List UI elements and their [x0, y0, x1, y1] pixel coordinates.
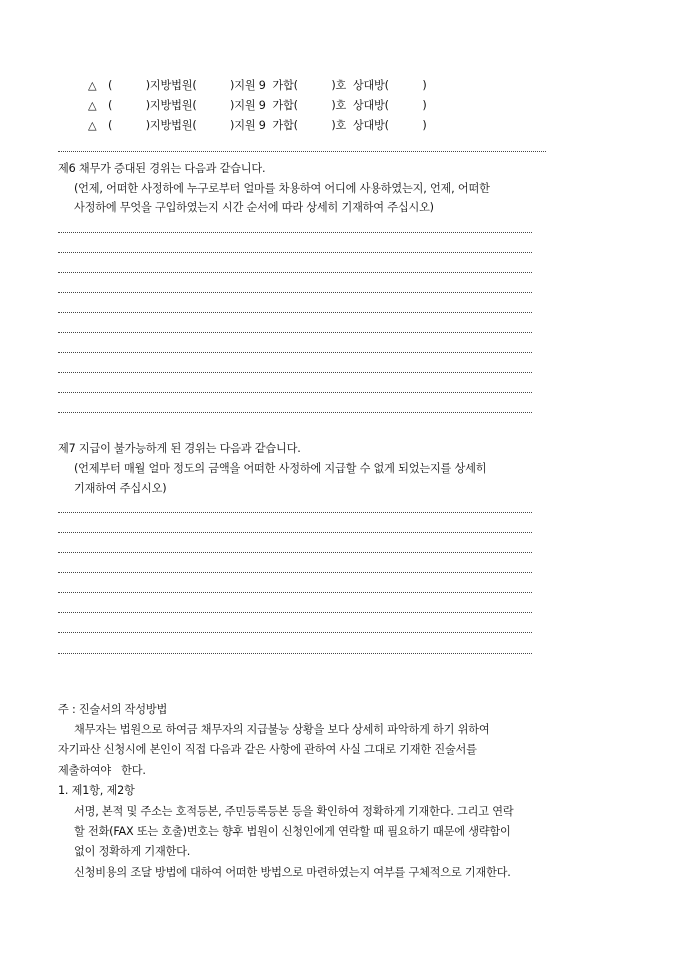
notes-intro: 제출하여야 한다.	[58, 764, 146, 777]
notes-item1-text: 할 전화(FAX 또는 호출)번호는 향후 법원이 신청인에게 연락할 때 필요하기 때문에 생략함이	[74, 825, 511, 838]
answer-line[interactable]	[58, 312, 532, 313]
answer-line[interactable]	[58, 552, 532, 553]
section7-instruction: 기재하여 주십시오)	[74, 482, 167, 495]
court-row-mark: △	[88, 119, 97, 132]
answer-line[interactable]	[58, 332, 532, 333]
section6-title: 제6 채무가 증대된 경위는 다음과 같습니다.	[58, 162, 266, 175]
answer-line[interactable]	[58, 512, 532, 513]
court-row-text: ( )지방법원( )지원 9 가합( )호 상대방( )	[108, 79, 427, 92]
notes-heading: 주 : 진술서의 작성방법	[58, 703, 168, 716]
dotted-divider	[58, 151, 546, 152]
answer-line[interactable]	[58, 352, 532, 353]
answer-line[interactable]	[58, 292, 532, 293]
answer-line[interactable]	[58, 632, 532, 633]
answer-line[interactable]	[58, 232, 532, 233]
notes-intro: 자기파산 신청시에 본인이 직접 다음과 같은 사항에 관하여 사실 그대로 기재한 진술서를	[58, 743, 477, 756]
section6-instruction: 사정하에 무엇을 구입하였는지 시간 순서에 따라 상세히 기재하여 주십시오)	[74, 201, 434, 214]
answer-line[interactable]	[58, 532, 532, 533]
notes-item1-title: 1. 제1항, 제2항	[58, 784, 135, 797]
answer-line[interactable]	[58, 372, 532, 373]
court-row-text: ( )지방법원( )지원 9 가합( )호 상대방( )	[108, 119, 427, 132]
section7-title: 제7 지급이 불가능하게 된 경위는 다음과 같습니다.	[58, 442, 301, 455]
answer-line[interactable]	[58, 272, 532, 273]
answer-line[interactable]	[58, 612, 532, 613]
court-row-text: ( )지방법원( )지원 9 가합( )호 상대방( )	[108, 99, 427, 112]
answer-line[interactable]	[58, 392, 532, 393]
notes-item1-text: 신청비용의 조달 방법에 대하여 어떠한 방법으로 마련하였는지 여부를 구체적으로 기재한다.	[74, 866, 511, 879]
answer-line[interactable]	[58, 412, 532, 413]
answer-line[interactable]	[58, 653, 532, 654]
notes-item1-text: 없이 정확하게 기재한다.	[74, 845, 191, 858]
answer-line[interactable]	[58, 252, 532, 253]
court-row-mark: △	[88, 79, 97, 92]
court-row-mark: △	[88, 99, 97, 112]
notes-intro: 채무자는 법원으로 하여금 채무자의 지급불능 상황을 보다 상세히 파악하게 하기 위하여	[74, 723, 490, 736]
section7-instruction: (언제부터 매월 얼마 정도의 금액을 어떠한 사정하에 지급할 수 없게 되었는지를 상세히	[74, 462, 487, 475]
answer-line[interactable]	[58, 592, 532, 593]
answer-line[interactable]	[58, 572, 532, 573]
notes-item1-text: 서명, 본적 및 주소는 호적등본, 주민등록등본 등을 확인하여 정확하게 기재한다. 그리고 연락	[74, 805, 514, 818]
section6-instruction: (언제, 어떠한 사정하에 누구로부터 얼마를 차용하여 어디에 사용하였는지, 언제, 어떠한	[74, 182, 490, 195]
